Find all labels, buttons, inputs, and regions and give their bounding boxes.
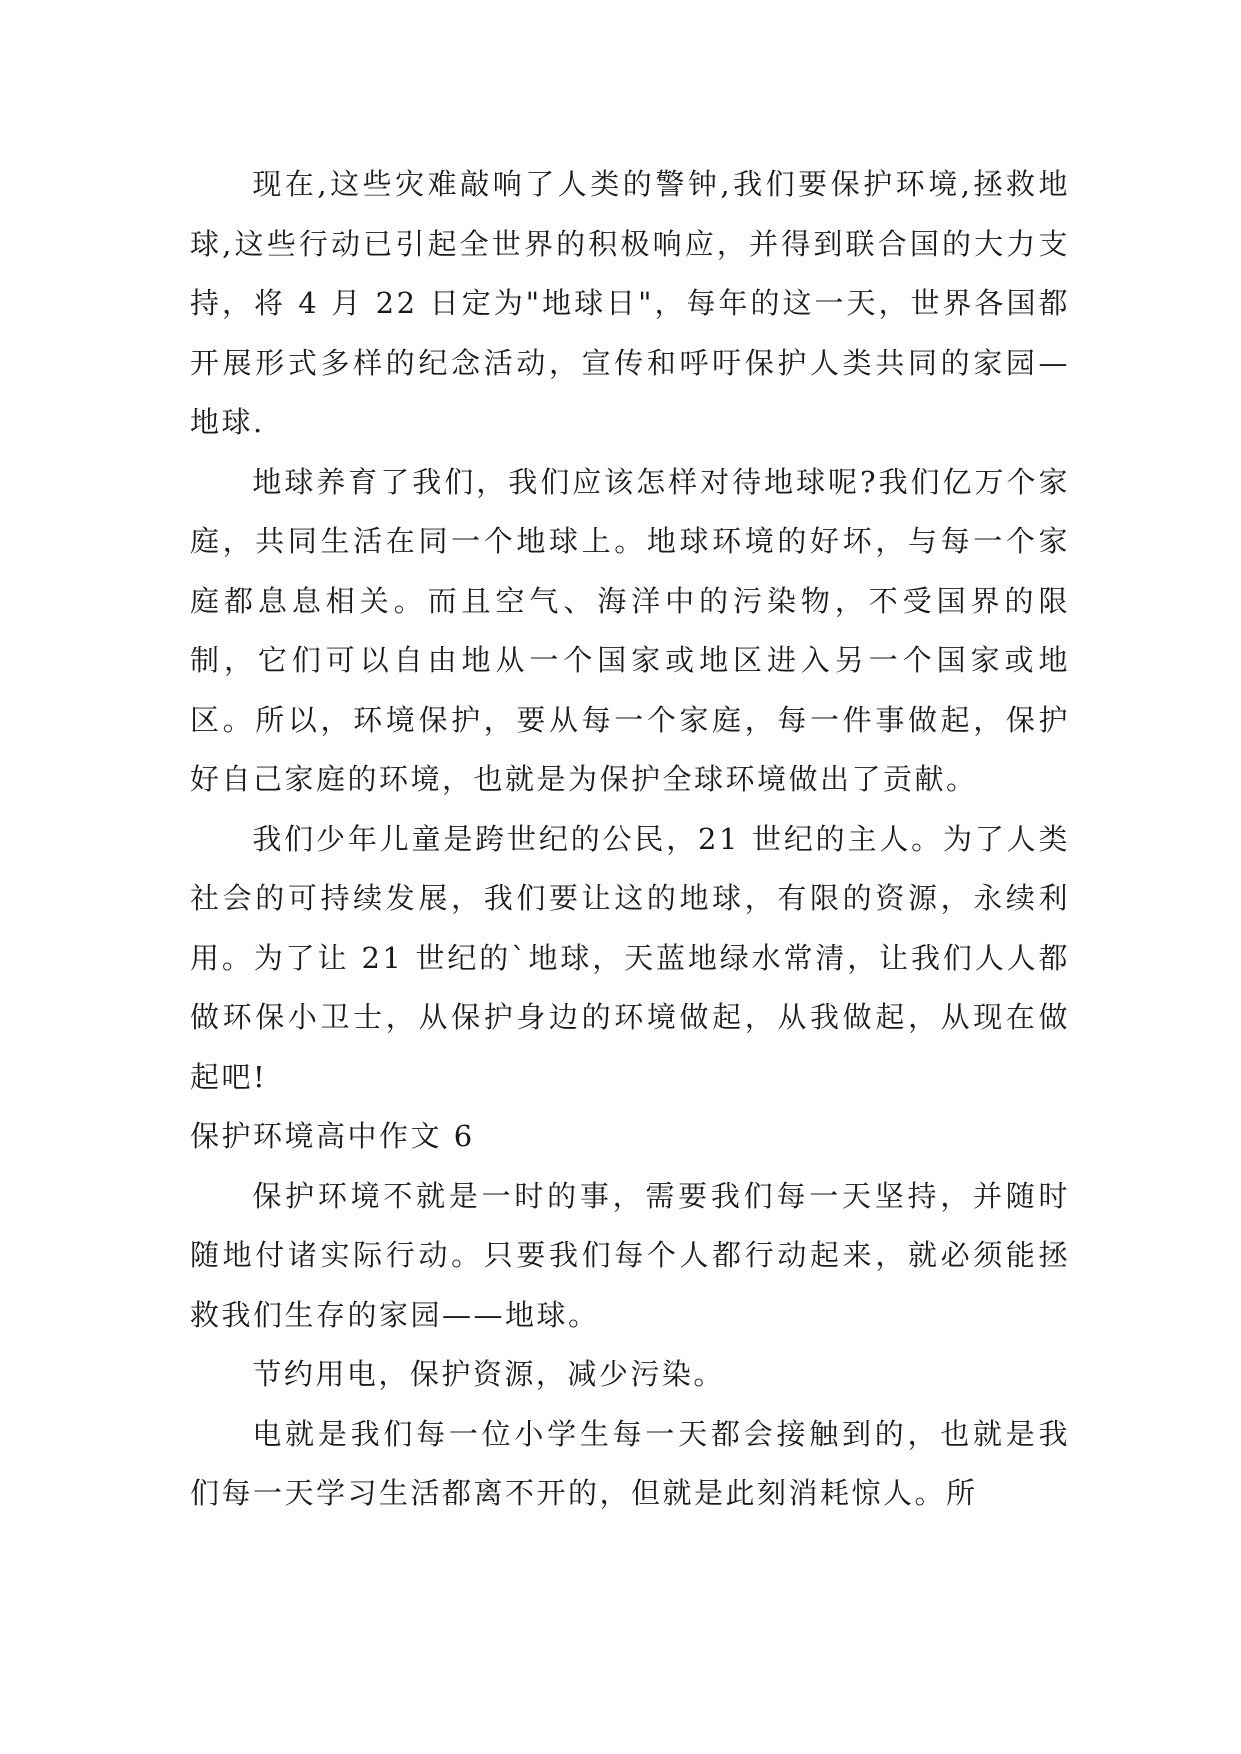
paragraph-earth-day: 现在,这些灾难敲响了人类的警钟,我们要保护环境,拯救地球,这些行动已引起全世界的积极响应，并得到联合国的大力支持，将 4 月 22 日定为"地球日"，每年的这一天，世界各国都开展形式多样的纪念活动，宣传和呼吁保护人类共同的家园—地球. [190,167,1070,439]
paragraph-youth-guardians: 我们少年儿童是跨世纪的公民，21 世纪的主人。为了人类社会的可持续发展，我们要让这的地球，有限的资源，永续利用。为了让 21 世纪的`地球，天蓝地绿水常清，让我们人人都做环保小卫士，从保护身边的环境做起，从我做起，从现在做起吧! [190,821,1070,1094]
paragraph-daily-action: 保护环境不就是一时的事，需要我们每一天坚持，并随时随地付诸实际行动。只要我们每个人都行动起来，就必须能拯救我们生存的家园——地球。 [190,1178,1070,1332]
paragraph-electricity-usage: 电就是我们每一位小学生每一天都会接触到的，也就是我们每一天学习生活都离不开的，但就是此刻消耗惊人。所 [190,1416,1070,1510]
paragraph-save-electricity: 节约用电，保护资源，减少污染。 [252,1357,725,1391]
document-body [190,155,1070,1524]
paragraph-family-environment: 地球养育了我们，我们应该怎样对待地球呢?我们亿万个家庭，共同生活在同一个地球上。地球环境的好坏，与每一个家庭都息息相关。而且空气、海洋中的污染物，不受国界的限制，它们可以自由地从一个国家或地区进入另一个国家或地区。所以，环境保护，要从每一个家庭，每一件事做起，保护好自己家庭的环境，也就是为保护全球环境做出了贡献。 [190,464,1070,796]
section-heading: 保护环境高中作文 6 [190,1119,475,1153]
